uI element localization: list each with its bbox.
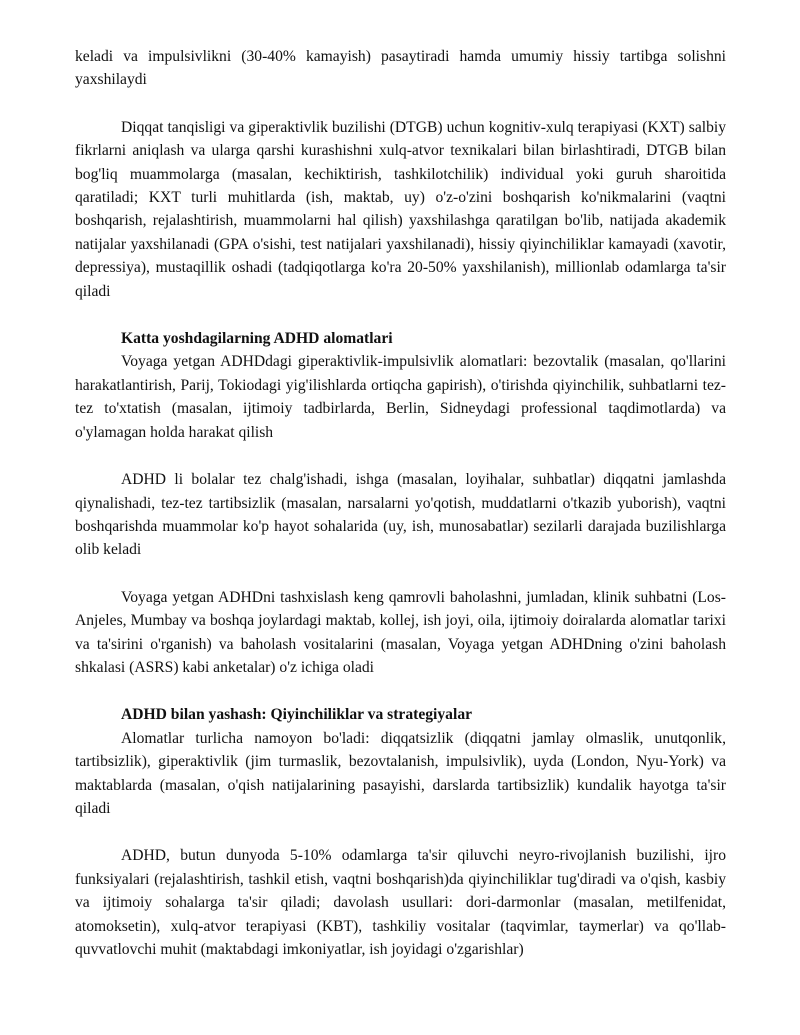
- paragraph-adult-hyperactivity: Voyaga yetgan ADHDdagi giperaktivlik-impulsivlik alomatlari: bezovtalik (masalan, qo'llarini harakatlantirish, Parij, Tokiodagi yig'ilishlarda ortiqcha gapirish), o'tirishda qiyinchilik, suhbatlarni tez-tez to'xtatish (masalan, ijtimoiy tadbirlarda, Berlin, Sidneydagi professional taqdimotlarda) va o'ylamagan holda harakat qilish: [75, 353, 726, 441]
- paragraph-continuation: keladi va impulsivlikni (30-40% kamayish) pasaytiradi hamda umumiy hissiy tartibga solishni yaxshilaydi: [75, 48, 726, 89]
- section-heading-adult-symptoms: Katta yoshdagilarning ADHD alomatlari: [121, 330, 393, 348]
- paragraph-adhd-worldwide: ADHD, butun dunyoda 5-10% odamlarga ta'sir qiluvchi neyro-rivojlanish buzilishi, ijro funksiyalari (rejalashtirish, tashkil etish, vaqtni boshqarish)da qiyinchiliklar tug'diradi va o'qish, kasbiy va ijtimoiy sohalarga ta'sir qiladi; davolash usullari: dori-darmonlar (masalan, metilfenidat, atomoksetin), xulq-atvor terapiyasi (KBT), tashkiliy vositalar (taqvimlar, taymerlar) va qo'llab-quvvatlovchi muhit (maktabdagi imkoniyatlar, ish joyidagi o'zgarishlar): [75, 847, 726, 958]
- document-page: [75, 45, 726, 961]
- section-heading-living-with-adhd: ADHD bilan yashash: Qiyinchiliklar va strategiyalar: [121, 706, 473, 724]
- paragraph-diagnosis: Voyaga yetgan ADHDni tashxislash keng qamrovli baholashni, jumladan, klinik suhbatni (Los-Anjeles, Mumbay va boshqa joylardagi maktab, kollej, ish joyi, oila, ijtimoiy doiralarda alomatlar tarixi va ta'sirini o'rganish) va baholash vositalarini (masalan, Voyaga yetgan ADHDning o'zini baholash shkalasi (ASRS) kabi anketalar) o'z ichiga oladi: [75, 588, 726, 676]
- paragraph-symptoms-vary: Alomatlar turlicha namoyon bo'ladi: diqqatsizlik (diqqatni jamlay olmaslik, unutqonlik, tartibsizlik), giperaktivlik (jim turmaslik, bezovtalanish, impulsivlik), uyda (London, Nyu-York) va maktablarda (masalan, o'qish natijalarining pasayishi, darslarda tartibsizlik) kundalik hayotga ta'sir qiladi: [75, 729, 726, 817]
- paragraph-distraction: ADHD li bolalar tez chalg'ishadi, ishga (masalan, loyihalar, suhbatlar) diqqatni jamlashda qiynalishadi, tez-tez tartibsizlik (masalan, narsalarni yo'qotish, muddatlarni o'tkazib yuborish), vaqtni boshqarishda muammolar ko'p hayot sohalarida (uy, ish, munosabatlar) sezilarli darajada buzilishlarga olib keladi: [75, 471, 726, 559]
- paragraph-cbt-adhd: Diqqat tanqisligi va giperaktivlik buzilishi (DTGB) uchun kognitiv-xulq terapiyasi (KXT) salbiy fikrlarni aniqlash va ularga qarshi kurashishni xulq-atvor texnikalari bilan birlashtiradi, DTGB bilan bog'liq muammolarga (masalan, kechiktirish, tashkilotchilik) individual yoki guruh sharoitida qaratiladi; KXT turli muhitlarda (ish, maktab, uy) o'z-o'zini boshqarish ko'nikmalarini (vaqtni boshqarish, rejalashtirish, muammolarni hal qilish) yaxshilashga qaratilgan bo'lib, natijada akademik natijalar yaxshilanadi (GPA o'sishi, test natijalari yaxshilanadi), hissiy qiyinchiliklar kamayadi (xavotir, depressiya), mustaqillik oshadi (tadqiqotlarga ko'ra 20-50% yaxshilanish), millionlab odamlarga ta'sir qiladi: [75, 118, 726, 300]
